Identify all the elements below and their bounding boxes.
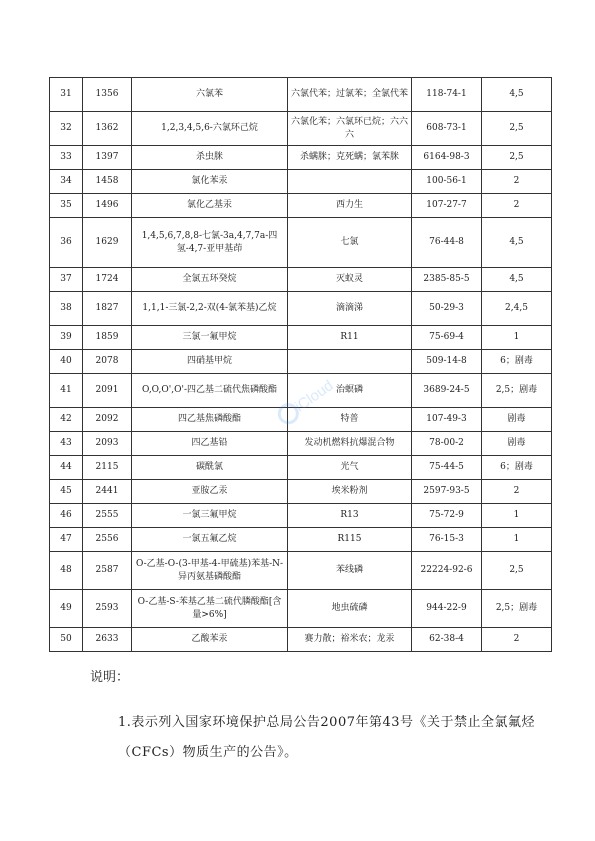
cell-cas: 107-49-3 <box>412 408 482 432</box>
cell-code: 1356 <box>83 78 132 112</box>
cell-note: 2,5；剧毒 <box>482 374 552 408</box>
cell-code: 2091 <box>83 374 132 408</box>
cell-alias: 苯线磷 <box>288 552 412 590</box>
cell-note: 1 <box>482 326 552 350</box>
chemical-table-body <box>50 78 552 652</box>
cell-no: 46 <box>50 504 83 528</box>
notes-section <box>90 668 550 760</box>
cell-no: 50 <box>50 628 83 652</box>
cell-no: 34 <box>50 170 83 194</box>
cell-cas: 118-74-1 <box>412 78 482 112</box>
cell-name: O-乙基-O-(3-甲基-4-甲硫基)苯基-N-异丙氨基磷酸酯 <box>132 552 288 590</box>
cell-cas: 76-15-3 <box>412 528 482 552</box>
cell-note: 2 <box>482 480 552 504</box>
cell-note: 2 <box>482 194 552 218</box>
cell-code: 1859 <box>83 326 132 350</box>
cell-alias: 滴滴涕 <box>288 292 412 326</box>
cell-no: 38 <box>50 292 83 326</box>
cell-name: O,O,O',O'-四乙基二硫代焦磷酸酯 <box>132 374 288 408</box>
cell-name: 氯化乙基汞 <box>132 194 288 218</box>
cell-name: 氯化苯汞 <box>132 170 288 194</box>
cell-code: 2593 <box>83 590 132 628</box>
cell-name: 全氯五环癸烷 <box>132 268 288 292</box>
cell-cas: 76-44-8 <box>412 218 482 268</box>
chemical-table <box>49 77 552 652</box>
cell-alias: 赛力散；裕米农；龙汞 <box>288 628 412 652</box>
cell-code: 2441 <box>83 480 132 504</box>
cell-cas: 78-00-2 <box>412 432 482 456</box>
cell-no: 33 <box>50 146 83 170</box>
note-item-1: 1.表示列入国家环境保护总局公告2007年第43号《关于禁止全氯氟烃（CFCs）物质生产的公告》。 <box>118 715 536 760</box>
table-row <box>50 456 552 480</box>
cell-note: 1 <box>482 504 552 528</box>
cell-cas: 509-14-8 <box>412 350 482 374</box>
cell-no: 44 <box>50 456 83 480</box>
cell-name: 乙酸苯汞 <box>132 628 288 652</box>
cell-cas: 62-38-4 <box>412 628 482 652</box>
cell-code: 2093 <box>83 432 132 456</box>
cell-note: 2,5 <box>482 146 552 170</box>
cell-note: 剧毒 <box>482 432 552 456</box>
cell-code: 2587 <box>83 552 132 590</box>
cell-code: 2555 <box>83 504 132 528</box>
table-row <box>50 78 552 112</box>
cell-note: 2 <box>482 170 552 194</box>
cell-note: 6；剧毒 <box>482 456 552 480</box>
cell-name: O-乙基-S-苯基乙基二硫代膦酸酯[含量>6%] <box>132 590 288 628</box>
cell-code: 2556 <box>83 528 132 552</box>
cell-name: 1,1,1-三氯-2,2-双(4-氯苯基)乙烷 <box>132 292 288 326</box>
cell-cas: 2597-93-5 <box>412 480 482 504</box>
cell-name: 1,2,3,4,5,6-六氯环己烷 <box>132 112 288 146</box>
cell-code: 1724 <box>83 268 132 292</box>
table-row <box>50 292 552 326</box>
cell-alias: 埃米粉剂 <box>288 480 412 504</box>
cell-cas: 944-22-9 <box>412 590 482 628</box>
cell-code: 2633 <box>83 628 132 652</box>
cell-name: 三氯一氟甲烷 <box>132 326 288 350</box>
cell-code: 2115 <box>83 456 132 480</box>
cell-note: 2,5 <box>482 552 552 590</box>
table-row <box>50 504 552 528</box>
cell-no: 41 <box>50 374 83 408</box>
cell-alias: R13 <box>288 504 412 528</box>
cell-name: 一氯五氟乙烷 <box>132 528 288 552</box>
table-row <box>50 268 552 292</box>
cell-code: 1496 <box>83 194 132 218</box>
cell-code: 1827 <box>83 292 132 326</box>
table-row <box>50 170 552 194</box>
cell-code: 1397 <box>83 146 132 170</box>
cell-no: 47 <box>50 528 83 552</box>
table-row <box>50 590 552 628</box>
cell-note: 2,5；剧毒 <box>482 590 552 628</box>
cell-no: 37 <box>50 268 83 292</box>
cell-name: 四硝基甲烷 <box>132 350 288 374</box>
cell-name: 杀虫脒 <box>132 146 288 170</box>
cell-alias: 光气 <box>288 456 412 480</box>
cell-no: 32 <box>50 112 83 146</box>
table-row <box>50 528 552 552</box>
cell-name: 1,4,5,6,7,8,8-七氯-3a,4,7,7a-四氢-4,7-亚甲基茚 <box>132 218 288 268</box>
cell-cas: 50-29-3 <box>412 292 482 326</box>
table-row <box>50 146 552 170</box>
cell-alias: 六氯化苯；六氯环已烷；六六六 <box>288 112 412 146</box>
cell-note: 4,5 <box>482 268 552 292</box>
watermark-text: iCloud <box>291 377 337 416</box>
cell-cas: 608-73-1 <box>412 112 482 146</box>
cell-alias: 七氯 <box>288 218 412 268</box>
cell-alias: R115 <box>288 528 412 552</box>
cell-name: 一氯三氟甲烷 <box>132 504 288 528</box>
table-row <box>50 218 552 268</box>
cell-cas: 6164-98-3 <box>412 146 482 170</box>
table-row <box>50 552 552 590</box>
cell-note: 2,4,5 <box>482 292 552 326</box>
cell-code: 1458 <box>83 170 132 194</box>
table-row <box>50 326 552 350</box>
cell-no: 31 <box>50 78 83 112</box>
cell-alias: 地虫硫磷 <box>288 590 412 628</box>
table-row <box>50 432 552 456</box>
cell-no: 49 <box>50 590 83 628</box>
cell-alias: 治螟磷 <box>288 374 412 408</box>
cell-no: 36 <box>50 218 83 268</box>
cell-alias: 发动机燃料抗爆混合物 <box>288 432 412 456</box>
cell-no: 48 <box>50 552 83 590</box>
cell-alias: R11 <box>288 326 412 350</box>
cell-alias <box>288 350 412 374</box>
cell-no: 35 <box>50 194 83 218</box>
cell-cas: 75-72-9 <box>412 504 482 528</box>
table-row <box>50 374 552 408</box>
cell-no: 45 <box>50 480 83 504</box>
cell-cas: 107-27-7 <box>412 194 482 218</box>
table-row <box>50 408 552 432</box>
cell-alias: 杀螨脒；克死螨；氯苯脒 <box>288 146 412 170</box>
cell-alias: 特普 <box>288 408 412 432</box>
cell-code: 2078 <box>83 350 132 374</box>
cell-note: 2 <box>482 628 552 652</box>
cell-cas: 2385-85-5 <box>412 268 482 292</box>
cell-note: 4,5 <box>482 78 552 112</box>
cell-cas: 75-69-4 <box>412 326 482 350</box>
cell-name: 碳酰氯 <box>132 456 288 480</box>
cell-no: 42 <box>50 408 83 432</box>
cell-code: 2092 <box>83 408 132 432</box>
cell-cas: 75-44-5 <box>412 456 482 480</box>
cell-name: 六氯苯 <box>132 78 288 112</box>
cell-cas: 3689-24-5 <box>412 374 482 408</box>
table-row <box>50 194 552 218</box>
cell-cas: 22224-92-6 <box>412 552 482 590</box>
table-row <box>50 350 552 374</box>
cell-name: 亚胺乙汞 <box>132 480 288 504</box>
cell-note: 4,5 <box>482 218 552 268</box>
cell-note: 2,5 <box>482 112 552 146</box>
cell-note: 6；剧毒 <box>482 350 552 374</box>
cell-code: 1629 <box>83 218 132 268</box>
table-row <box>50 628 552 652</box>
cell-cas: 100-56-1 <box>412 170 482 194</box>
cell-alias: 西力生 <box>288 194 412 218</box>
cell-alias: 六氯代苯；过氯苯；全氯代苯 <box>288 78 412 112</box>
cell-no: 43 <box>50 432 83 456</box>
table-row <box>50 480 552 504</box>
cell-code: 1362 <box>83 112 132 146</box>
cell-note: 1 <box>482 528 552 552</box>
cell-no: 39 <box>50 326 83 350</box>
cell-no: 40 <box>50 350 83 374</box>
cell-note: 剧毒 <box>482 408 552 432</box>
cell-name: 四乙基焦磷酸酯 <box>132 408 288 432</box>
cell-name: 四乙基铅 <box>132 432 288 456</box>
notes-title: 说明： <box>90 670 130 685</box>
cell-alias <box>288 170 412 194</box>
table-row <box>50 112 552 146</box>
cell-alias: 灭蚁灵 <box>288 268 412 292</box>
